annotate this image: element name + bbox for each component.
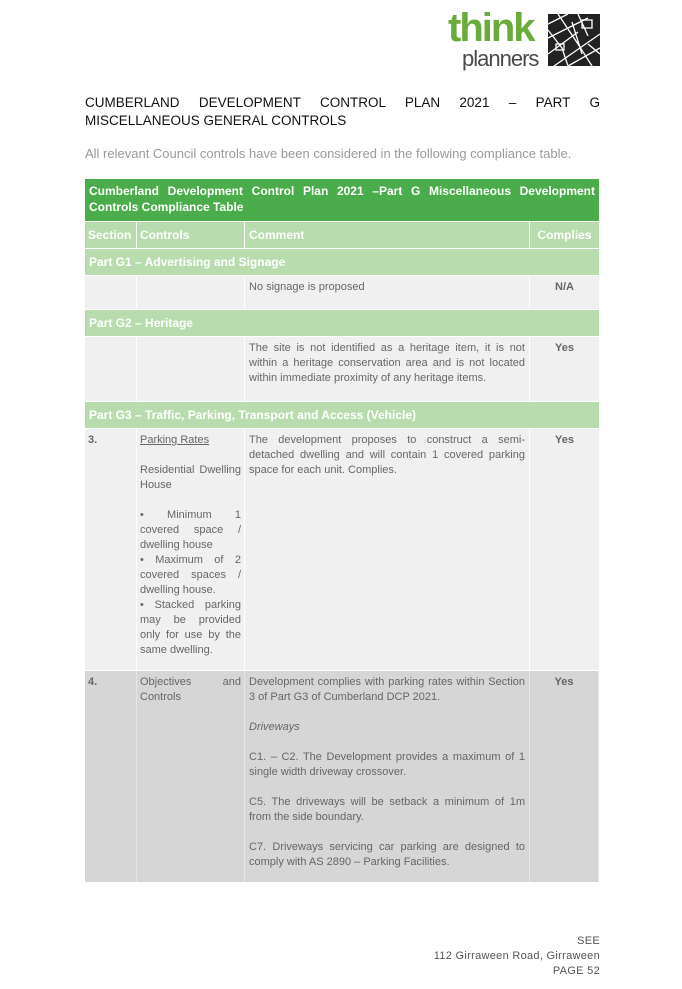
row4-complies: Yes <box>530 671 599 882</box>
footer-address: 112 Girraween Road, Girraween <box>433 950 600 962</box>
table-title: Cumberland Development Control Plan 2021 –Part G Miscellaneous Development Controls Compliance Table <box>85 179 599 221</box>
heading-line-1: CUMBERLAND DEVELOPMENT CONTROL PLAN 2021 – PART G <box>85 95 600 110</box>
row3-controls <box>137 429 245 670</box>
g2-comment: The site is not identified as a heritage item, it is not within a heritage conservation area and is not located within immediate proximity of any heritage items. <box>245 337 530 401</box>
table-row <box>85 670 599 882</box>
logo-map-icon <box>548 14 600 66</box>
row3-section: 3. <box>85 429 137 670</box>
row4-comment-4: C5. The driveways will be setback a minimum of 1m from the side boundary. <box>249 796 525 823</box>
row4-comment-1: Development complies with parking rates within Section 3 of Part G3 of Cumberland DCP 2021. <box>249 676 525 703</box>
g2-complies: Yes <box>555 342 574 354</box>
row4-comment <box>245 671 530 882</box>
page-number: PAGE 52 <box>552 965 600 977</box>
row4-comment-5: C7. Driveways servicing car parking are designed to comply with AS 2890 – Parking Facilities. <box>249 841 525 868</box>
row4-comment-2: Driveways <box>249 721 300 733</box>
row3-control-sub: Residential Dwelling House <box>140 464 241 491</box>
g1-complies: N/A <box>555 281 574 293</box>
row3-bullet-3: • Stacked parking may be provided only for use by the same dwelling. <box>140 599 241 656</box>
header-comment: Comment <box>245 222 530 248</box>
row4-controls: Objectives and Controls <box>137 671 245 882</box>
page-footer <box>434 934 600 979</box>
footer-line-1: SEE <box>577 935 600 947</box>
row3-bullet-1: • Minimum 1 covered space / dwelling house <box>140 509 241 551</box>
logo-think-text: think <box>448 6 534 50</box>
header-section: Section <box>85 222 137 248</box>
g1-comment: No signage is proposed <box>245 276 530 309</box>
section-g2-heading: Part G2 – Heritage <box>85 309 599 336</box>
document-heading <box>85 94 600 130</box>
table-row <box>85 275 599 309</box>
row4-comment-3: C1. – C2. The Development provides a maximum of 1 single width driveway crossover. <box>249 751 525 778</box>
header-controls: Controls <box>137 222 245 248</box>
logo-planners-text: planners <box>462 46 539 71</box>
row3-comment: The development proposes to construct a semi-detached dwelling and will contain 1 covered parking space for each unit. Complies. <box>245 429 530 670</box>
row4-section: 4. <box>85 671 137 882</box>
row3-bullet-2: • Maximum of 2 covered spaces / dwelling house. <box>140 554 241 596</box>
compliance-table <box>85 179 599 882</box>
heading-line-2: MISCELLANEOUS GENERAL CONTROLS <box>85 113 347 128</box>
section-g1-heading: Part G1 – Advertising and Signage <box>85 248 599 275</box>
table-header-row <box>85 221 599 248</box>
table-row <box>85 336 599 401</box>
header-complies: Complies <box>537 228 592 242</box>
section-g3-heading: Part G3 – Traffic, Parking, Transport and Access (Vehicle) <box>85 401 599 428</box>
company-logo <box>448 6 600 71</box>
intro-text: All relevant Council controls have been considered in the following compliance table. <box>85 146 572 161</box>
row3-complies: Yes <box>555 434 574 446</box>
row3-control-title: Parking Rates <box>140 434 210 446</box>
table-row <box>85 428 599 670</box>
